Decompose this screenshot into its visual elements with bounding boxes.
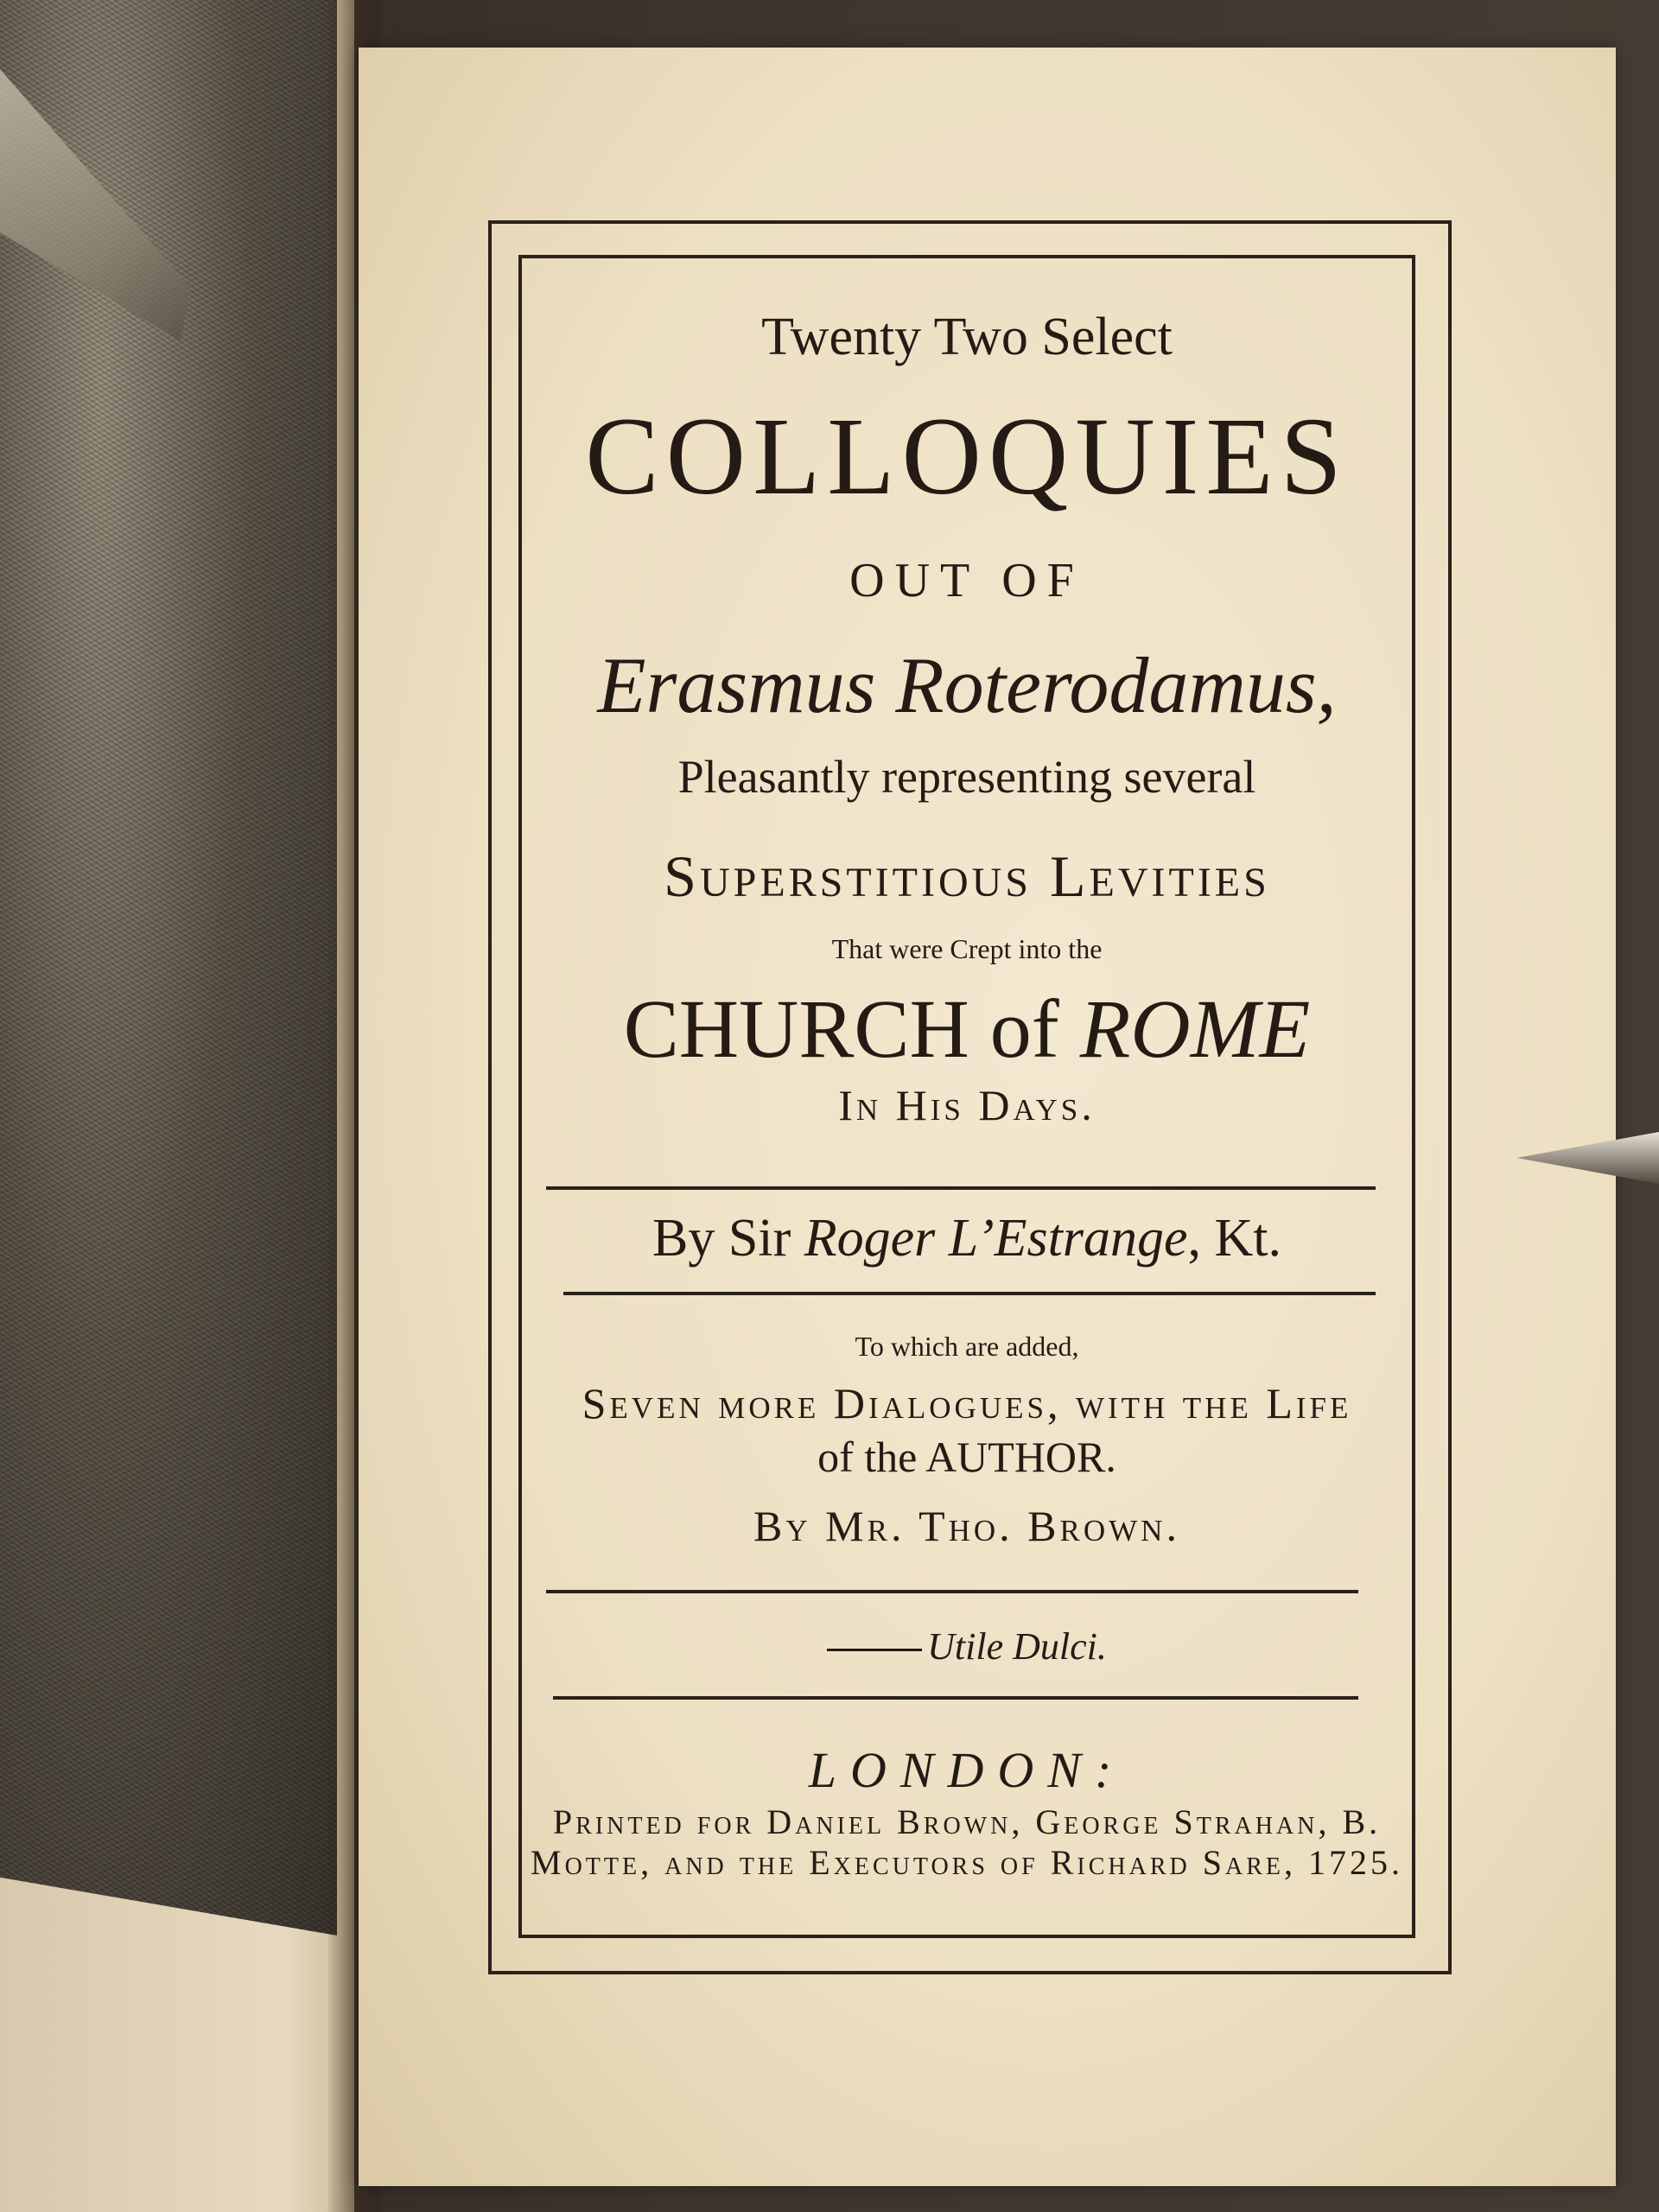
author-suffix: , Kt. bbox=[1187, 1209, 1281, 1268]
author-name: Roger L’Estrange bbox=[804, 1209, 1188, 1268]
divider-rule bbox=[546, 1590, 1358, 1593]
title-levities: Superstitious Levities bbox=[664, 843, 1270, 909]
imprint-city: LONDON: bbox=[808, 1742, 1126, 1798]
added-brown: By Mr. Tho. Brown. bbox=[753, 1502, 1180, 1550]
divider-rule bbox=[563, 1292, 1376, 1295]
motto-text: Utile Dulci. bbox=[927, 1625, 1107, 1668]
added-author: of the AUTHOR. bbox=[817, 1433, 1116, 1481]
title-church-text: CHURCH of bbox=[623, 982, 1080, 1075]
motto-line bbox=[518, 1624, 1415, 1669]
title-crept: That were Crept into the bbox=[831, 933, 1103, 964]
title-erasmus: Erasmus Roterodamus, bbox=[597, 641, 1337, 729]
added-intro: To which are added, bbox=[855, 1331, 1079, 1362]
title-main: COLLOQUIES bbox=[585, 395, 1349, 518]
motto-dash bbox=[827, 1649, 922, 1651]
divider-rule bbox=[546, 1186, 1376, 1190]
imprint-line-1: Printed for Daniel Brown, George Strahan, B. bbox=[552, 1802, 1382, 1841]
title-line-1: Twenty Two Select bbox=[761, 308, 1173, 366]
added-dialogues: Seven more Dialogues, with the Life bbox=[582, 1379, 1352, 1427]
title-rome-text: ROME bbox=[1079, 982, 1311, 1075]
divider-rule bbox=[553, 1696, 1358, 1700]
title-church bbox=[518, 981, 1415, 1077]
title-out-of: OUT OF bbox=[849, 554, 1084, 607]
author-line bbox=[518, 1208, 1415, 1269]
imprint-line-2: Motte, and the Executors of Richard Sare, 1725. bbox=[531, 1843, 1403, 1882]
facing-page bbox=[0, 0, 354, 2212]
title-subtitle: Pleasantly representing several bbox=[677, 751, 1256, 803]
title-days: In His Days. bbox=[838, 1081, 1096, 1129]
author-prefix: By Sir bbox=[652, 1209, 804, 1268]
